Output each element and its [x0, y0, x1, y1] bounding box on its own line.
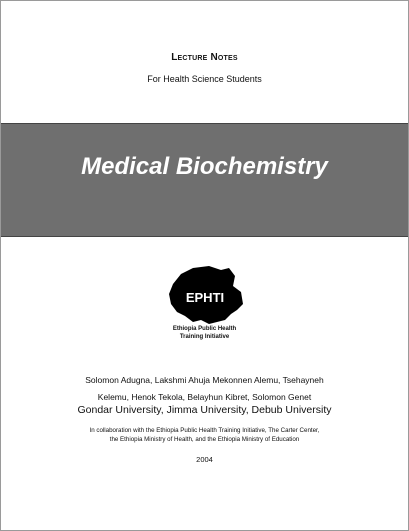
lecture-notes-heading: Lecture Notes — [171, 52, 238, 63]
title-band — [1, 123, 408, 237]
logo-text: EPHTI — [185, 290, 225, 305]
logo-caption — [0, 325, 409, 341]
logo-caption-line2: Training Initiative — [179, 334, 230, 340]
authors — [0, 372, 409, 406]
authors-line1: Solomon Adugna, Lakshmi Ahuja Mekonnen Alemu, Tsehayneh — [85, 375, 324, 385]
document-title: Medical Biochemistry — [81, 153, 328, 180]
collaboration-note — [0, 427, 409, 444]
logo-caption-line1: Ethiopia Public Health — [172, 326, 237, 332]
collaboration-line2: the Ethiopia Ministry of Health, and the Ethiopia Ministry of Education — [109, 435, 300, 443]
publication-year: 2004 — [196, 455, 213, 464]
audience-subtitle: For Health Science Students — [147, 74, 262, 84]
universities: Gondar University, Jimma University, Debub University — [77, 404, 332, 416]
authors-line2: Kelemu, Henok Tekola, Belayhun Kibret, Solomon Genet — [97, 392, 312, 402]
collaboration-line1: In collaboration with the Ethiopia Public Health Training Initiative, The Carter Center, — [89, 427, 320, 434]
